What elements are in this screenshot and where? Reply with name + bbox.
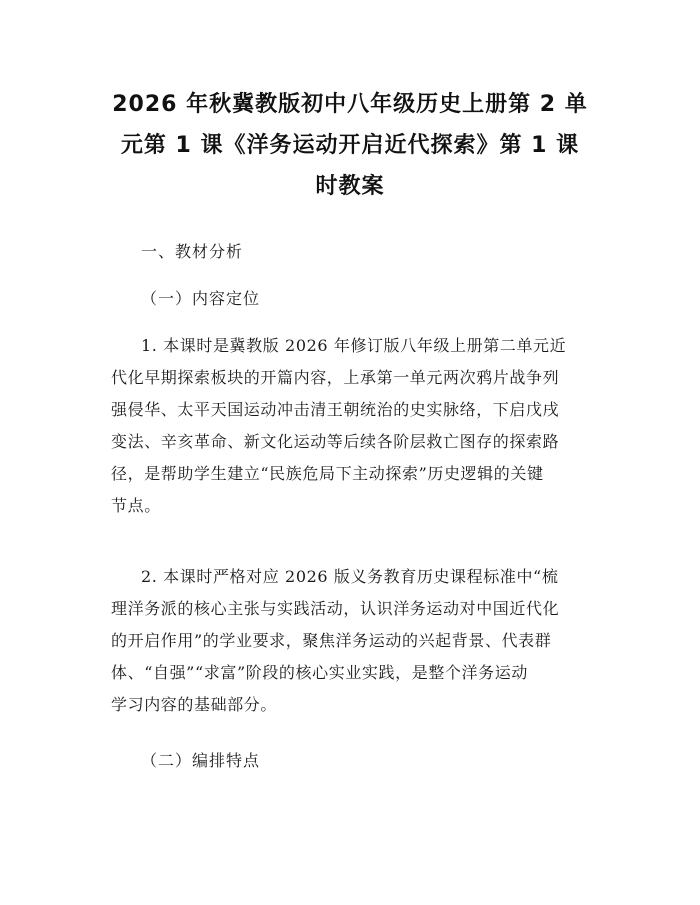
subsection-heading-content-positioning: （一）内容定位 xyxy=(141,289,261,308)
paragraph-1-line-3: 强侵华、太平天国运动冲击清王朝统治的史实脉络，下启戊戌 xyxy=(111,400,560,419)
document-title xyxy=(100,84,600,207)
paragraph-2-line-2: 理洋务派的核心主张与实践活动，认识洋务运动对中国近代化 xyxy=(111,599,560,618)
paragraph-2 xyxy=(111,561,591,721)
paragraph-2-line-1: 2. 本课时严格对应 2026 版义务教育历史课程标准中“梳 xyxy=(141,567,559,586)
title-line-1: 2026 年秋冀教版初中八年级历史上册第 2 单 xyxy=(112,92,588,117)
paragraph-1-line-6: 节点。 xyxy=(111,496,161,515)
paragraph-1-line-2: 代化早期探索板块的开篇内容，上承第一单元两次鸦片战争列 xyxy=(111,368,560,387)
paragraph-2-line-5: 学习内容的基础部分。 xyxy=(111,695,278,714)
paragraph-1-line-5: 径，是帮助学生建立“民族危局下主动探索”历史逻辑的关键 xyxy=(111,464,544,483)
paragraph-2-line-3: 的开启作用”的学业要求，聚焦洋务运动的兴起背景、代表群 xyxy=(111,631,552,650)
paragraph-1-line-4: 变法、辛亥革命、新文化运动等后续各阶层救亡图存的探索路 xyxy=(111,432,560,451)
title-line-2: 元第 1 课《洋务运动开启近代探索》第 1 课 xyxy=(120,133,580,158)
section-heading-textbook-analysis: 一、教材分析 xyxy=(141,242,244,261)
paragraph-1-line-1: 1. 本课时是冀教版 2026 年修订版八年级上册第二单元近 xyxy=(141,336,567,355)
title-line-3: 时教案 xyxy=(315,174,385,199)
paragraph-2-line-4: 体、“自强”“求富”阶段的核心实业实践，是整个洋务运动 xyxy=(111,663,528,682)
subsection-heading-arrangement-features: （二）编排特点 xyxy=(141,751,261,770)
paragraph-1 xyxy=(111,330,591,522)
